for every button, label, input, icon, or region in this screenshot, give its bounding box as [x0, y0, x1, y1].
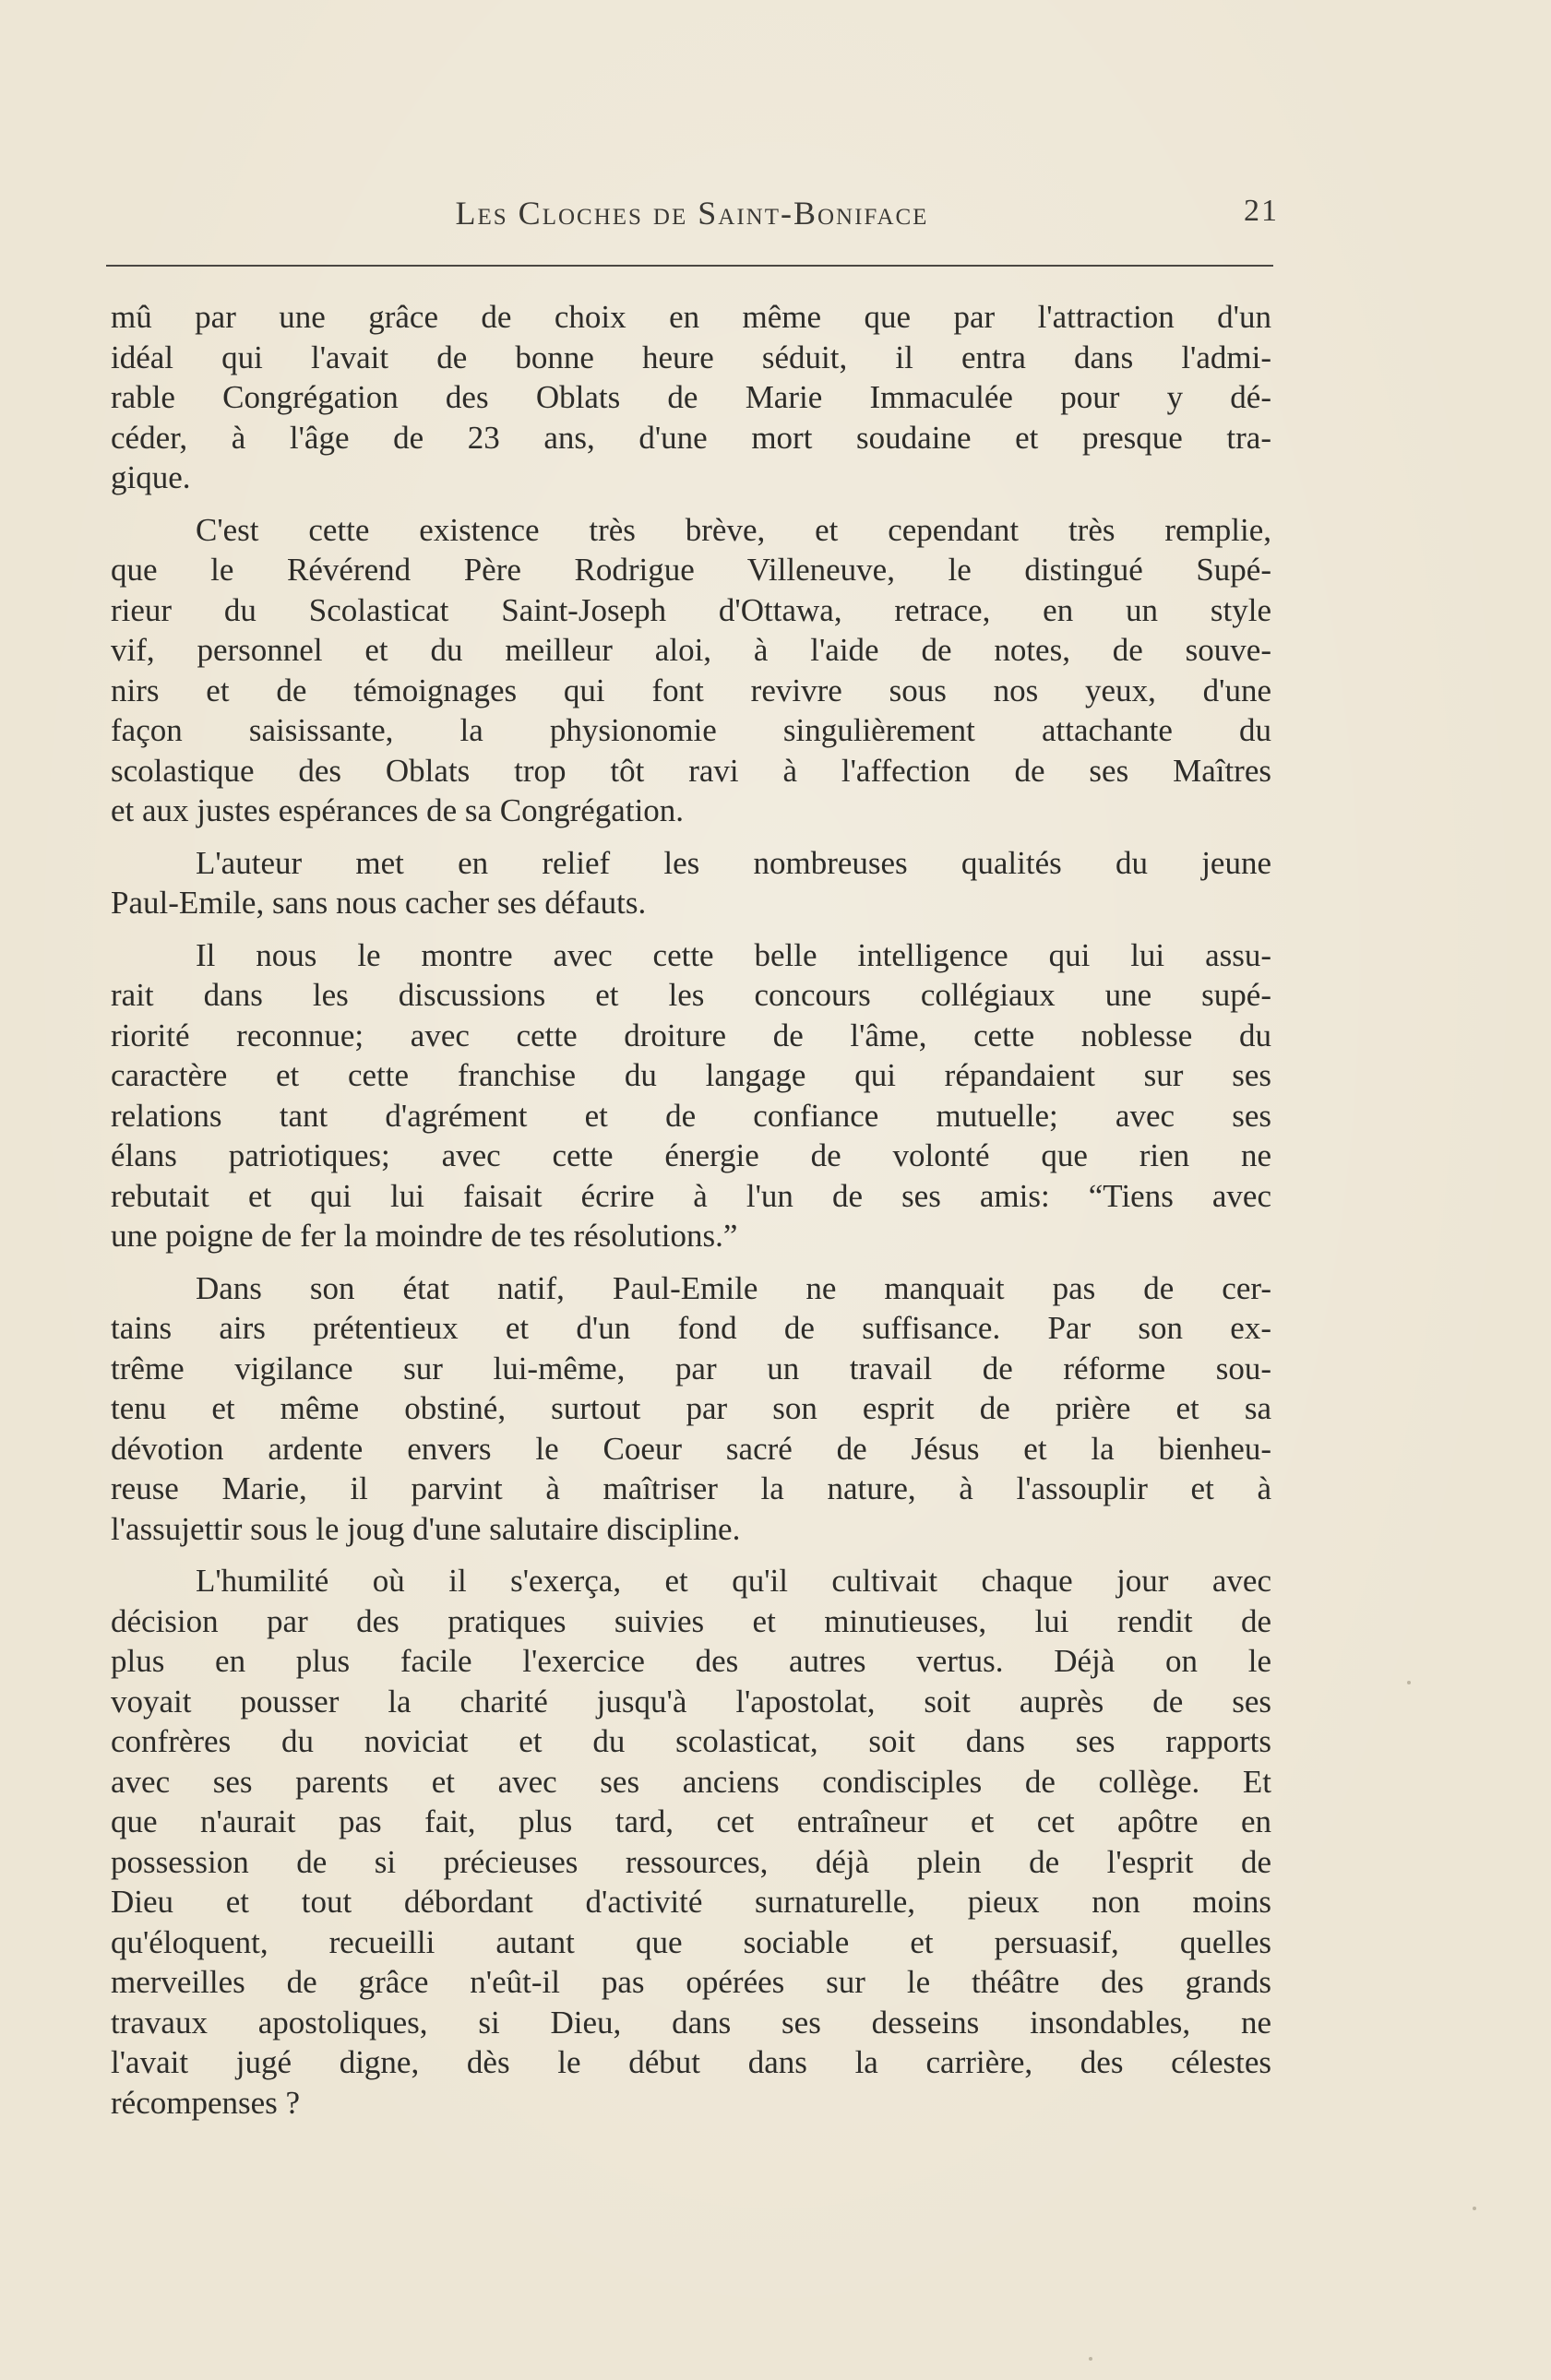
text-line: L'humilité où il s'exerça, et qu'il cultivait chaque jour avec: [196, 1563, 1271, 1599]
text-line: et aux justes espérances de sa Congrégation.: [111, 792, 685, 828]
paragraph: [111, 1561, 1271, 2123]
text-line: C'est cette existence très brève, et cependant très remplie,: [196, 511, 1271, 548]
text-line: tenu et même obstiné, surtout par son esprit de prière et sa: [111, 1390, 1271, 1426]
running-head-title: Les Cloches de Saint-Boniface: [455, 195, 929, 232]
text-line: plus en plus facile l'exercice des autres vertus. Déjà on le: [111, 1643, 1271, 1679]
text-line: Dieu et tout débordant d'activité surnaturelle, pieux non moins: [111, 1884, 1271, 1920]
text-line: tains airs prétentieux et d'un fond de suffisance. Par son ex-: [111, 1310, 1271, 1346]
text-line: relations tant d'agrément et de confiance mutuelle; avec ses: [111, 1097, 1271, 1134]
text-line: décision par des pratiques suivies et minutieuses, lui rendit de: [111, 1602, 1271, 1639]
paper-speck: [1407, 1681, 1411, 1684]
paragraph: [111, 510, 1271, 831]
text-line: Il nous le montre avec cette belle intelligence qui lui assu-: [196, 936, 1271, 973]
text-line: dévotion ardente envers le Coeur sacré de Jésus et la bienheu-: [111, 1430, 1271, 1467]
text-line: trême vigilance sur lui-même, par un travail de réforme sou-: [111, 1350, 1271, 1386]
text-line: Paul-Emile, sans nous cacher ses défauts.: [111, 885, 647, 921]
text-line: confrères du noviciat et du scolasticat, soit dans ses rapports: [111, 1723, 1271, 1759]
header-rule: [106, 265, 1273, 267]
text-line: que le Révérend Père Rodrigue Villeneuve, le distingué Supé-: [111, 552, 1271, 588]
paragraph: [111, 297, 1271, 498]
text-line: voyait pousser la charité jusqu'à l'apostolat, soit auprès de ses: [111, 1683, 1271, 1720]
text-line: une poigne de fer la moindre de tes résolutions.”: [111, 1218, 738, 1254]
text-line: récompenses ?: [111, 2084, 301, 2121]
text-line: gique.: [111, 459, 191, 495]
text-line: rebutait et qui lui faisait écrire à l'un de ses amis: “Tiens avec: [111, 1177, 1271, 1214]
text-line: mû par une grâce de choix en même que par l'attraction d'un: [111, 299, 1271, 335]
body-text: [111, 297, 1271, 2123]
text-line: l'avait jugé digne, dès le début dans la carrière, des célestes: [111, 2044, 1271, 2080]
paper-speck: [1089, 2357, 1092, 2361]
text-line: élans patriotiques; avec cette énergie de volonté que rien ne: [111, 1137, 1271, 1173]
text-line: l'assujettir sous le joug d'une salutaire discipline.: [111, 1510, 741, 1547]
text-line: céder, à l'âge de 23 ans, d'une mort soudaine et presque tra-: [111, 419, 1271, 456]
text-line: possession de si précieuses ressources, déjà plein de l'esprit de: [111, 1843, 1271, 1880]
text-line: vif, personnel et du meilleur aloi, à l'aide de notes, de souve-: [111, 632, 1271, 668]
paper-speck: [1473, 2207, 1476, 2210]
text-line: nirs et de témoignages qui font revivre sous nos yeux, d'une: [111, 672, 1271, 708]
paragraph: [111, 843, 1271, 923]
text-line: riorité reconnue; avec cette droiture de l'âme, cette noblesse du: [111, 1017, 1271, 1053]
text-line: travaux apostoliques, si Dieu, dans ses desseins insondables, ne: [111, 2004, 1271, 2041]
text-line: avec ses parents et avec ses anciens condisciples de collège. Et: [111, 1763, 1271, 1800]
text-line: que n'aurait pas fait, plus tard, cet entraîneur et cet apôtre en: [111, 1803, 1271, 1839]
text-line: façon saisissante, la physionomie singulièrement attachante du: [111, 712, 1271, 748]
paragraph: [111, 935, 1271, 1256]
text-line: qu'éloquent, recueilli autant que sociable et persuasif, quelles: [111, 1923, 1271, 1960]
text-line: caractère et cette franchise du langage qui répandaient sur ses: [111, 1057, 1271, 1093]
paragraph: [111, 1268, 1271, 1550]
text-line: merveilles de grâce n'eût-il pas opérées sur le théâtre des grands: [111, 1964, 1271, 2000]
text-line: Dans son état natif, Paul-Emile ne manquait pas de cer-: [196, 1269, 1271, 1306]
text-line: idéal qui l'avait de bonne heure séduit, il entra dans l'admi-: [111, 339, 1271, 375]
text-line: scolastique des Oblats trop tôt ravi à l'affection de ses Maîtres: [111, 752, 1271, 789]
text-line: reuse Marie, il parvint à maîtriser la nature, à l'assouplir et à: [111, 1470, 1271, 1506]
text-line: L'auteur met en relief les nombreuses qualités du jeune: [196, 844, 1271, 881]
text-line: rieur du Scolasticat Saint-Joseph d'Ottawa, retrace, en un style: [111, 591, 1271, 628]
page-number: 21: [1244, 194, 1279, 228]
text-line: rable Congrégation des Oblats de Marie Immaculée pour y dé-: [111, 379, 1271, 415]
running-head: [111, 194, 1279, 249]
text-line: rait dans les discussions et les concours collégiaux une supé-: [111, 977, 1271, 1013]
